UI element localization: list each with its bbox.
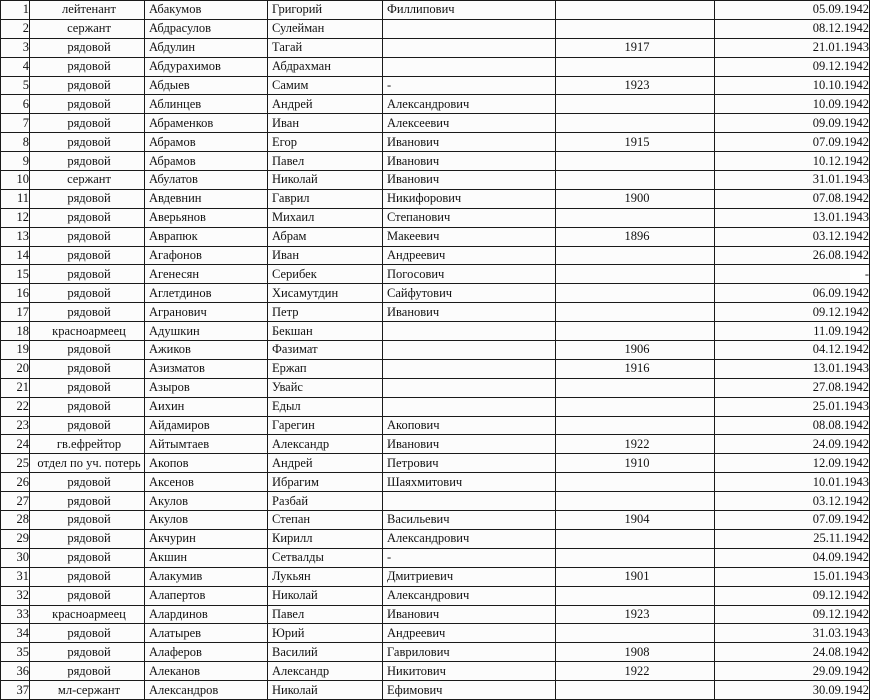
rank-cell: рядовой bbox=[30, 114, 145, 133]
patronymic-cell: Андреевич bbox=[383, 246, 556, 265]
row-number-cell: 34 bbox=[1, 624, 30, 643]
date-cell: 09.12.1942 bbox=[715, 605, 870, 624]
birth-year-cell: 1923 bbox=[556, 605, 715, 624]
date-cell: 24.09.1942 bbox=[715, 435, 870, 454]
row-number-cell: 30 bbox=[1, 548, 30, 567]
last-name-cell: Азизматов bbox=[145, 359, 268, 378]
row-number-cell: 22 bbox=[1, 397, 30, 416]
row-number-cell: 33 bbox=[1, 605, 30, 624]
rank-cell: рядовой bbox=[30, 397, 145, 416]
row-number-cell: 26 bbox=[1, 473, 30, 492]
patronymic-cell: Гаврилович bbox=[383, 643, 556, 662]
first-name-cell: Николай bbox=[268, 586, 383, 605]
birth-year-cell: 1916 bbox=[556, 359, 715, 378]
last-name-cell: Алатырев bbox=[145, 624, 268, 643]
last-name-cell: Аврапюк bbox=[145, 227, 268, 246]
rank-cell: рядовой bbox=[30, 473, 145, 492]
first-name-cell: Василий bbox=[268, 643, 383, 662]
patronymic-cell: Дмитриевич bbox=[383, 567, 556, 586]
birth-year-cell bbox=[556, 152, 715, 171]
date-cell: 10.01.1943 bbox=[715, 473, 870, 492]
date-cell: 15.01.1943 bbox=[715, 567, 870, 586]
last-name-cell: Агафонов bbox=[145, 246, 268, 265]
date-cell: 05.09.1942 bbox=[715, 1, 870, 20]
table-row bbox=[1, 265, 870, 284]
first-name-cell: Едыл bbox=[268, 397, 383, 416]
birth-year-cell bbox=[556, 322, 715, 341]
date-cell: 24.08.1942 bbox=[715, 643, 870, 662]
birth-year-cell: 1910 bbox=[556, 454, 715, 473]
date-cell: 30.09.1942 bbox=[715, 681, 870, 700]
roster-table-body bbox=[1, 1, 870, 700]
date-cell: 10.12.1942 bbox=[715, 152, 870, 171]
table-row bbox=[1, 189, 870, 208]
rank-cell: рядовой bbox=[30, 38, 145, 57]
first-name-cell: Николай bbox=[268, 171, 383, 190]
rank-cell: рядовой bbox=[30, 511, 145, 530]
patronymic-cell bbox=[383, 397, 556, 416]
table-row bbox=[1, 1, 870, 20]
first-name-cell: Александр bbox=[268, 435, 383, 454]
rank-cell: рядовой bbox=[30, 548, 145, 567]
rank-cell: сержант bbox=[30, 19, 145, 38]
table-row bbox=[1, 416, 870, 435]
rank-cell: рядовой bbox=[30, 378, 145, 397]
table-row bbox=[1, 341, 870, 360]
birth-year-cell bbox=[556, 529, 715, 548]
row-number-cell: 10 bbox=[1, 171, 30, 190]
rank-cell: рядовой bbox=[30, 624, 145, 643]
date-cell: - bbox=[715, 265, 870, 284]
row-number-cell: 5 bbox=[1, 76, 30, 95]
last-name-cell: Александров bbox=[145, 681, 268, 700]
table-row bbox=[1, 567, 870, 586]
patronymic-cell: Погосович bbox=[383, 265, 556, 284]
birth-year-cell bbox=[556, 586, 715, 605]
first-name-cell: Иван bbox=[268, 114, 383, 133]
rank-cell: рядовой bbox=[30, 341, 145, 360]
row-number-cell: 15 bbox=[1, 265, 30, 284]
last-name-cell: Абрамов bbox=[145, 133, 268, 152]
birth-year-cell: 1923 bbox=[556, 76, 715, 95]
rank-cell: рядовой bbox=[30, 265, 145, 284]
date-cell: 11.09.1942 bbox=[715, 322, 870, 341]
row-number-cell: 16 bbox=[1, 284, 30, 303]
rank-cell: рядовой bbox=[30, 76, 145, 95]
last-name-cell: Аксенов bbox=[145, 473, 268, 492]
date-cell: 03.12.1942 bbox=[715, 227, 870, 246]
last-name-cell: Акулов bbox=[145, 511, 268, 530]
table-row bbox=[1, 57, 870, 76]
table-row bbox=[1, 529, 870, 548]
table-row bbox=[1, 322, 870, 341]
rank-cell: рядовой bbox=[30, 416, 145, 435]
rank-cell: рядовой bbox=[30, 567, 145, 586]
rank-cell: рядовой bbox=[30, 586, 145, 605]
date-cell: 10.10.1942 bbox=[715, 76, 870, 95]
date-cell: 13.01.1943 bbox=[715, 359, 870, 378]
table-row bbox=[1, 152, 870, 171]
birth-year-cell bbox=[556, 57, 715, 76]
patronymic-cell: Васильевич bbox=[383, 511, 556, 530]
last-name-cell: Аглетдинов bbox=[145, 284, 268, 303]
birth-year-cell bbox=[556, 492, 715, 511]
table-row bbox=[1, 681, 870, 700]
patronymic-cell bbox=[383, 341, 556, 360]
table-row bbox=[1, 38, 870, 57]
first-name-cell: Гаврил bbox=[268, 189, 383, 208]
date-cell: 26.08.1942 bbox=[715, 246, 870, 265]
table-row bbox=[1, 586, 870, 605]
rank-cell: мл-сержант bbox=[30, 681, 145, 700]
last-name-cell: Абрамов bbox=[145, 152, 268, 171]
table-row bbox=[1, 19, 870, 38]
birth-year-cell: 1901 bbox=[556, 567, 715, 586]
last-name-cell: Агенесян bbox=[145, 265, 268, 284]
first-name-cell: Абрам bbox=[268, 227, 383, 246]
table-row bbox=[1, 662, 870, 681]
row-number-cell: 4 bbox=[1, 57, 30, 76]
last-name-cell: Айтымтаев bbox=[145, 435, 268, 454]
rank-cell: рядовой bbox=[30, 57, 145, 76]
first-name-cell: Иван bbox=[268, 246, 383, 265]
birth-year-cell: 1917 bbox=[556, 38, 715, 57]
table-row bbox=[1, 473, 870, 492]
last-name-cell: Акопов bbox=[145, 454, 268, 473]
row-number-cell: 3 bbox=[1, 38, 30, 57]
birth-year-cell bbox=[556, 681, 715, 700]
date-cell: 03.12.1942 bbox=[715, 492, 870, 511]
table-row bbox=[1, 548, 870, 567]
table-row bbox=[1, 624, 870, 643]
patronymic-cell: Акопович bbox=[383, 416, 556, 435]
birth-year-cell bbox=[556, 19, 715, 38]
patronymic-cell bbox=[383, 359, 556, 378]
rank-cell: рядовой bbox=[30, 95, 145, 114]
last-name-cell: Азыров bbox=[145, 378, 268, 397]
last-name-cell: Алардинов bbox=[145, 605, 268, 624]
table-row bbox=[1, 95, 870, 114]
date-cell: 07.08.1942 bbox=[715, 189, 870, 208]
patronymic-cell: Иванович bbox=[383, 171, 556, 190]
rank-cell: сержант bbox=[30, 171, 145, 190]
last-name-cell: Акчурин bbox=[145, 529, 268, 548]
first-name-cell: Андрей bbox=[268, 95, 383, 114]
table-row bbox=[1, 492, 870, 511]
last-name-cell: Аихин bbox=[145, 397, 268, 416]
rank-cell: рядовой bbox=[30, 208, 145, 227]
date-cell: 25.11.1942 bbox=[715, 529, 870, 548]
last-name-cell: Алаферов bbox=[145, 643, 268, 662]
birth-year-cell bbox=[556, 114, 715, 133]
birth-year-cell bbox=[556, 624, 715, 643]
last-name-cell: Абдулин bbox=[145, 38, 268, 57]
row-number-cell: 35 bbox=[1, 643, 30, 662]
table-row bbox=[1, 208, 870, 227]
first-name-cell: Степан bbox=[268, 511, 383, 530]
row-number-cell: 17 bbox=[1, 303, 30, 322]
patronymic-cell: - bbox=[383, 76, 556, 95]
birth-year-cell: 1922 bbox=[556, 435, 715, 454]
patronymic-cell: Александрович bbox=[383, 586, 556, 605]
first-name-cell: Сулейман bbox=[268, 19, 383, 38]
date-cell: 09.09.1942 bbox=[715, 114, 870, 133]
first-name-cell: Егор bbox=[268, 133, 383, 152]
date-cell: 04.09.1942 bbox=[715, 548, 870, 567]
date-cell: 08.08.1942 bbox=[715, 416, 870, 435]
last-name-cell: Аблинцев bbox=[145, 95, 268, 114]
date-cell: 13.01.1943 bbox=[715, 208, 870, 227]
patronymic-cell: Степанович bbox=[383, 208, 556, 227]
table-row bbox=[1, 114, 870, 133]
birth-year-cell bbox=[556, 208, 715, 227]
date-cell: 09.12.1942 bbox=[715, 303, 870, 322]
rank-cell: рядовой bbox=[30, 133, 145, 152]
table-row bbox=[1, 359, 870, 378]
rank-cell: рядовой bbox=[30, 662, 145, 681]
last-name-cell: Аверьянов bbox=[145, 208, 268, 227]
row-number-cell: 27 bbox=[1, 492, 30, 511]
patronymic-cell: Макеевич bbox=[383, 227, 556, 246]
patronymic-cell: Сайфутович bbox=[383, 284, 556, 303]
table-row bbox=[1, 227, 870, 246]
birth-year-cell: 1904 bbox=[556, 511, 715, 530]
first-name-cell: Увайс bbox=[268, 378, 383, 397]
table-row bbox=[1, 246, 870, 265]
patronymic-cell: Александрович bbox=[383, 529, 556, 548]
first-name-cell: Михаил bbox=[268, 208, 383, 227]
patronymic-cell: Никифорович bbox=[383, 189, 556, 208]
patronymic-cell: Александрович bbox=[383, 95, 556, 114]
first-name-cell: Самим bbox=[268, 76, 383, 95]
patronymic-cell: Ефимович bbox=[383, 681, 556, 700]
table-row bbox=[1, 643, 870, 662]
first-name-cell: Фазимат bbox=[268, 341, 383, 360]
last-name-cell: Алакумив bbox=[145, 567, 268, 586]
birth-year-cell: 1900 bbox=[556, 189, 715, 208]
rank-cell: рядовой bbox=[30, 359, 145, 378]
first-name-cell: Юрий bbox=[268, 624, 383, 643]
row-number-cell: 23 bbox=[1, 416, 30, 435]
birth-year-cell bbox=[556, 95, 715, 114]
patronymic-cell: - bbox=[383, 548, 556, 567]
first-name-cell: Ержап bbox=[268, 359, 383, 378]
patronymic-cell bbox=[383, 19, 556, 38]
date-cell: 07.09.1942 bbox=[715, 133, 870, 152]
patronymic-cell: Алексеевич bbox=[383, 114, 556, 133]
patronymic-cell: Петрович bbox=[383, 454, 556, 473]
row-number-cell: 11 bbox=[1, 189, 30, 208]
patronymic-cell: Андреевич bbox=[383, 624, 556, 643]
first-name-cell: Серибек bbox=[268, 265, 383, 284]
last-name-cell: Алеканов bbox=[145, 662, 268, 681]
first-name-cell: Андрей bbox=[268, 454, 383, 473]
row-number-cell: 31 bbox=[1, 567, 30, 586]
last-name-cell: Абдрасулов bbox=[145, 19, 268, 38]
date-cell: 25.01.1943 bbox=[715, 397, 870, 416]
first-name-cell: Разбай bbox=[268, 492, 383, 511]
row-number-cell: 32 bbox=[1, 586, 30, 605]
patronymic-cell: Никитович bbox=[383, 662, 556, 681]
date-cell: 09.12.1942 bbox=[715, 57, 870, 76]
last-name-cell: Авдевнин bbox=[145, 189, 268, 208]
first-name-cell: Абдрахман bbox=[268, 57, 383, 76]
date-cell: 09.12.1942 bbox=[715, 586, 870, 605]
row-number-cell: 18 bbox=[1, 322, 30, 341]
rank-cell: отдел по уч. потерь bbox=[30, 454, 145, 473]
row-number-cell: 29 bbox=[1, 529, 30, 548]
row-number-cell: 25 bbox=[1, 454, 30, 473]
patronymic-cell: Иванович bbox=[383, 435, 556, 454]
rank-cell: рядовой bbox=[30, 246, 145, 265]
birth-year-cell bbox=[556, 303, 715, 322]
row-number-cell: 37 bbox=[1, 681, 30, 700]
last-name-cell: Алапертов bbox=[145, 586, 268, 605]
date-cell: 31.03.1943 bbox=[715, 624, 870, 643]
birth-year-cell bbox=[556, 548, 715, 567]
last-name-cell: Акулов bbox=[145, 492, 268, 511]
birth-year-cell bbox=[556, 246, 715, 265]
rank-cell: рядовой bbox=[30, 284, 145, 303]
first-name-cell: Бекшан bbox=[268, 322, 383, 341]
birth-year-cell: 1896 bbox=[556, 227, 715, 246]
table-row bbox=[1, 284, 870, 303]
birth-year-cell bbox=[556, 171, 715, 190]
birth-year-cell: 1915 bbox=[556, 133, 715, 152]
date-cell: 31.01.1943 bbox=[715, 171, 870, 190]
table-row bbox=[1, 171, 870, 190]
table-row bbox=[1, 435, 870, 454]
date-cell: 12.09.1942 bbox=[715, 454, 870, 473]
last-name-cell: Абулатов bbox=[145, 171, 268, 190]
last-name-cell: Абдурахимов bbox=[145, 57, 268, 76]
table-row bbox=[1, 76, 870, 95]
table-row bbox=[1, 454, 870, 473]
row-number-cell: 7 bbox=[1, 114, 30, 133]
rank-cell: рядовой bbox=[30, 529, 145, 548]
patronymic-cell bbox=[383, 378, 556, 397]
first-name-cell: Григорий bbox=[268, 1, 383, 20]
table-row bbox=[1, 133, 870, 152]
date-cell: 08.12.1942 bbox=[715, 19, 870, 38]
birth-year-cell: 1908 bbox=[556, 643, 715, 662]
first-name-cell: Николай bbox=[268, 681, 383, 700]
first-name-cell: Павел bbox=[268, 152, 383, 171]
row-number-cell: 8 bbox=[1, 133, 30, 152]
last-name-cell: Ажиков bbox=[145, 341, 268, 360]
rank-cell: рядовой bbox=[30, 643, 145, 662]
table-row bbox=[1, 303, 870, 322]
row-number-cell: 12 bbox=[1, 208, 30, 227]
first-name-cell: Павел bbox=[268, 605, 383, 624]
first-name-cell: Петр bbox=[268, 303, 383, 322]
birth-year-cell bbox=[556, 397, 715, 416]
rank-cell: рядовой bbox=[30, 227, 145, 246]
rank-cell: рядовой bbox=[30, 152, 145, 171]
row-number-cell: 1 bbox=[1, 1, 30, 20]
patronymic-cell bbox=[383, 492, 556, 511]
row-number-cell: 36 bbox=[1, 662, 30, 681]
birth-year-cell: 1906 bbox=[556, 341, 715, 360]
first-name-cell: Александр bbox=[268, 662, 383, 681]
patronymic-cell: Иванович bbox=[383, 152, 556, 171]
row-number-cell: 2 bbox=[1, 19, 30, 38]
birth-year-cell bbox=[556, 378, 715, 397]
row-number-cell: 19 bbox=[1, 341, 30, 360]
date-cell: 29.09.1942 bbox=[715, 662, 870, 681]
patronymic-cell: Иванович bbox=[383, 303, 556, 322]
table-row bbox=[1, 511, 870, 530]
rank-cell: красноармеец bbox=[30, 605, 145, 624]
rank-cell: лейтенант bbox=[30, 1, 145, 20]
last-name-cell: Абдыев bbox=[145, 76, 268, 95]
birth-year-cell bbox=[556, 265, 715, 284]
last-name-cell: Адушкин bbox=[145, 322, 268, 341]
patronymic-cell: Шаяхмитович bbox=[383, 473, 556, 492]
table-row bbox=[1, 605, 870, 624]
first-name-cell: Лукьян bbox=[268, 567, 383, 586]
date-cell: 27.08.1942 bbox=[715, 378, 870, 397]
date-cell: 21.01.1943 bbox=[715, 38, 870, 57]
row-number-cell: 20 bbox=[1, 359, 30, 378]
last-name-cell: Акшин bbox=[145, 548, 268, 567]
rank-cell: рядовой bbox=[30, 492, 145, 511]
patronymic-cell: Иванович bbox=[383, 605, 556, 624]
birth-year-cell bbox=[556, 416, 715, 435]
rank-cell: рядовой bbox=[30, 303, 145, 322]
row-number-cell: 6 bbox=[1, 95, 30, 114]
table-row bbox=[1, 378, 870, 397]
date-cell: 07.09.1942 bbox=[715, 511, 870, 530]
first-name-cell: Сетвалды bbox=[268, 548, 383, 567]
birth-year-cell bbox=[556, 284, 715, 303]
birth-year-cell bbox=[556, 473, 715, 492]
first-name-cell: Хисамутдин bbox=[268, 284, 383, 303]
patronymic-cell bbox=[383, 38, 556, 57]
rank-cell: рядовой bbox=[30, 189, 145, 208]
patronymic-cell: Филлипович bbox=[383, 1, 556, 20]
row-number-cell: 28 bbox=[1, 511, 30, 530]
row-number-cell: 9 bbox=[1, 152, 30, 171]
first-name-cell: Кирилл bbox=[268, 529, 383, 548]
row-number-cell: 14 bbox=[1, 246, 30, 265]
row-number-cell: 24 bbox=[1, 435, 30, 454]
date-cell: 06.09.1942 bbox=[715, 284, 870, 303]
birth-year-cell: 1922 bbox=[556, 662, 715, 681]
patronymic-cell: Иванович bbox=[383, 133, 556, 152]
patronymic-cell bbox=[383, 322, 556, 341]
rank-cell: красноармеец bbox=[30, 322, 145, 341]
last-name-cell: Агранович bbox=[145, 303, 268, 322]
patronymic-cell bbox=[383, 57, 556, 76]
rank-cell: гв.ефрейтор bbox=[30, 435, 145, 454]
row-number-cell: 13 bbox=[1, 227, 30, 246]
last-name-cell: Абраменков bbox=[145, 114, 268, 133]
first-name-cell: Ибрагим bbox=[268, 473, 383, 492]
last-name-cell: Айдамиров bbox=[145, 416, 268, 435]
first-name-cell: Гарегин bbox=[268, 416, 383, 435]
first-name-cell: Тагай bbox=[268, 38, 383, 57]
table-row bbox=[1, 397, 870, 416]
date-cell: 04.12.1942 bbox=[715, 341, 870, 360]
row-number-cell: 21 bbox=[1, 378, 30, 397]
date-cell: 10.09.1942 bbox=[715, 95, 870, 114]
birth-year-cell bbox=[556, 1, 715, 20]
last-name-cell: Абакумов bbox=[145, 1, 268, 20]
